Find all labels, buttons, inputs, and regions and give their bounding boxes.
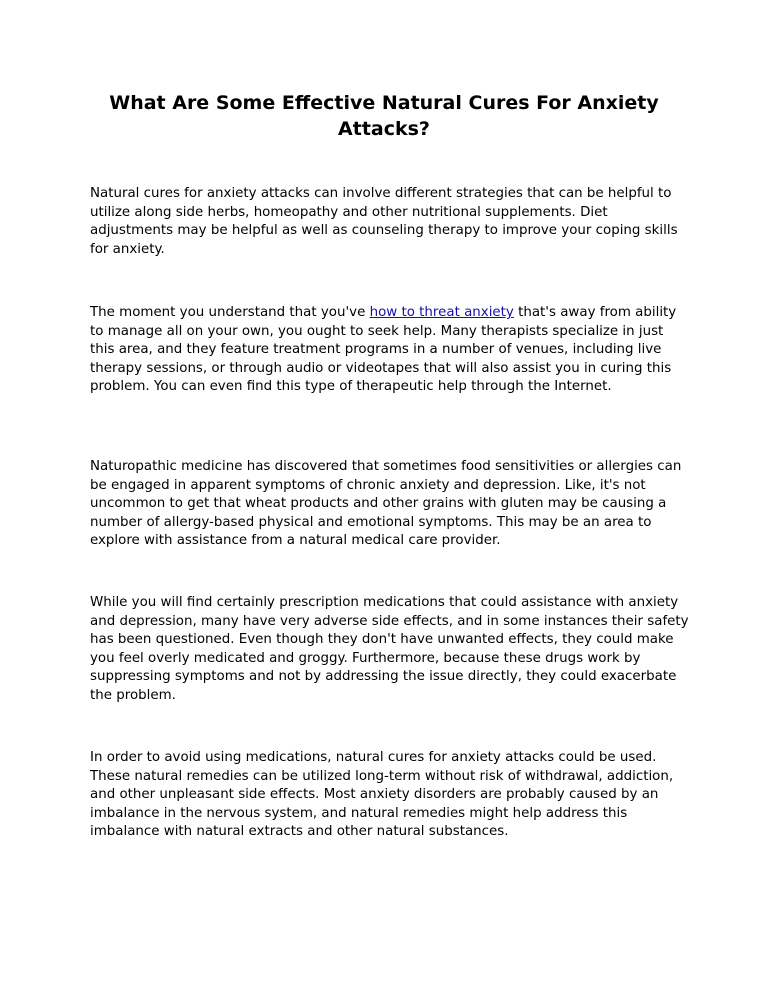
paragraph-2-text-after-link: that's away from ability to manage all on your own, you ought to seek help. Many therapists specialize in just this area, and they feature treatment programs in a number of venues, including live therapy sessions, or through audio or videotapes that will also assist you in curing this problem. You can even find this type of therapeutic help through the Internet. [90,305,677,395]
paragraph-2-text-before-link: The moment you understand that you've [90,305,370,320]
how-to-threat-anxiety-link[interactable]: how to threat anxiety [369,305,514,320]
document-title: What Are Some Effective Natural Cures For Anxiety Attacks? [109,92,659,140]
paragraph-1: Natural cures for anxiety attacks can involve different strategies that can be helpful to utilize along side herbs, homeopathy and other nutritional supplements. Diet adjustments may be helpful as well as counseling therapy to improve your coping skills for anxiety. [90,186,678,257]
paragraph-3: Naturopathic medicine has discovered that sometimes food sensitivities or allergies can be engaged in apparent symptoms of chronic anxiety and depression. Like, it's not uncommon to get that wheat products and other grains with gluten may be causing a number of allergy-based physical and emotional symptoms. This may be an area to explore with assistance from a natural medical care provider. [90,459,682,549]
paragraph-5: In order to avoid using medications, natural cures for anxiety attacks could be used. These natural remedies can be utilized long-term without risk of withdrawal, addiction, and other unpleasant side effects. Most anxiety disorders are probably caused by an imbalance in the nervous system, and natural remedies might help address this imbalance with natural extracts and other natural substances. [90,750,674,840]
paragraph-2 [90,304,690,397]
paragraph-4: While you will find certainly prescription medications that could assistance with anxiety and depression, many have very adverse side effects, and in some instances their safety has been questioned. Even though they don't have unwanted effects, they could make you feel overly medicated and groggy. Furthermore, because these drugs work by suppressing symptoms and not by addressing the issue directly, they could exacerbate the problem. [90,595,689,703]
